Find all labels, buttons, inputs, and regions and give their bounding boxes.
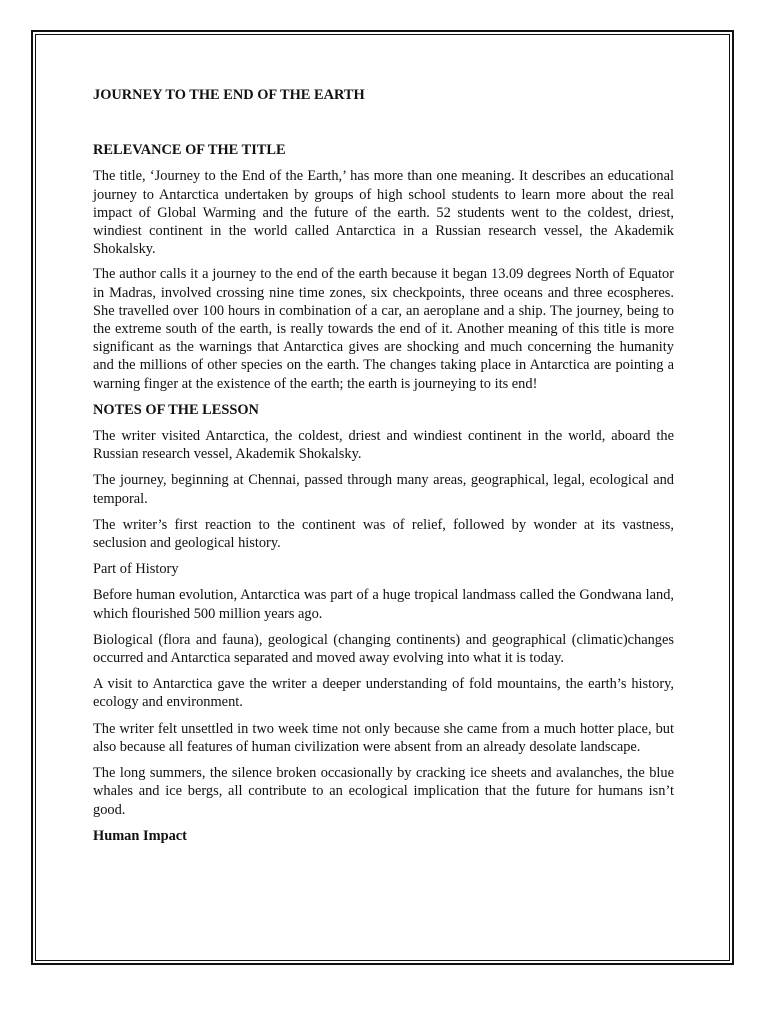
- notes-paragraph-2: The journey, beginning at Chennai, passed through many areas, geographical, legal, ecological and temporal.: [93, 472, 674, 507]
- notes-paragraph-5: Before human evolution, Antarctica was part of a huge tropical landmass called the Gondwana land, which flourished 500 million years ago.: [93, 587, 674, 622]
- notes-paragraph-6: Biological (flora and fauna), geological (changing continents) and geographical (climatic)changes occurred and Antarctica separated and moved away evolving into what it is today.: [93, 631, 674, 667]
- relevance-heading: RELEVANCE OF THE TITLE: [93, 142, 286, 159]
- notes-paragraph-8: The writer felt unsettled in two week time not only because she came from a much hotter place, but also because all features of human civilization were absent from an already desolate landscape.: [93, 720, 674, 755]
- notes-paragraph-9: The long summers, the silence broken occasionally by cracking ice sheets and avalanches, the blue whales and ice bergs, all contribute to an ecological implication that the future for humans isn’t good.: [93, 765, 674, 818]
- document-body: [93, 86, 674, 845]
- document-title: JOURNEY TO THE END OF THE EARTH: [93, 87, 365, 103]
- relevance-paragraph-1: The title, ‘Journey to the End of the Earth,’ has more than one meaning. It describes an educational journey to Antarctica undertaken by groups of high school students to learn more about the real impact of Global Warming and the future of the earth. 52 students went to the coldest, driest, windiest continent in the world called Antarctica in a Russian research vessel, the Akademik Shokalsky.: [93, 168, 674, 258]
- notes-paragraph-3: The writer’s first reaction to the continent was of relief, followed by wonder at its vastness, seclusion and geological history.: [93, 516, 674, 552]
- notes-paragraph-1: The writer visited Antarctica, the coldest, driest and windiest continent in the world, aboard the Russian research vessel, Akademik Shokalsky.: [93, 428, 674, 463]
- relevance-paragraph-2: The author calls it a journey to the end of the earth because it began 13.09 degrees North of Equator in Madras, involved crossing nine time zones, six checkpoints, three oceans and three ecospheres. She travelled over 100 hours in combination of a car, an aeroplane and a ship. The journey, being to the extreme south of the earth, is really towards the end of it. Another meaning of this title is more significant as the warnings that Antarctica gives are shocking and much concerning the humanity and the millions of other species on the earth. The changes taking place in Antarctica are pointing a warning finger at the existence of the earth; the earth is journeying to its end!: [93, 266, 674, 392]
- notes-paragraph-7: A visit to Antarctica gave the writer a deeper understanding of fold mountains, the earth’s history, ecology and environment.: [93, 676, 674, 711]
- human-impact-heading: Human Impact: [93, 827, 187, 844]
- notes-heading: NOTES OF THE LESSON: [93, 401, 259, 418]
- part-of-history-subheading: Part of History: [93, 561, 179, 578]
